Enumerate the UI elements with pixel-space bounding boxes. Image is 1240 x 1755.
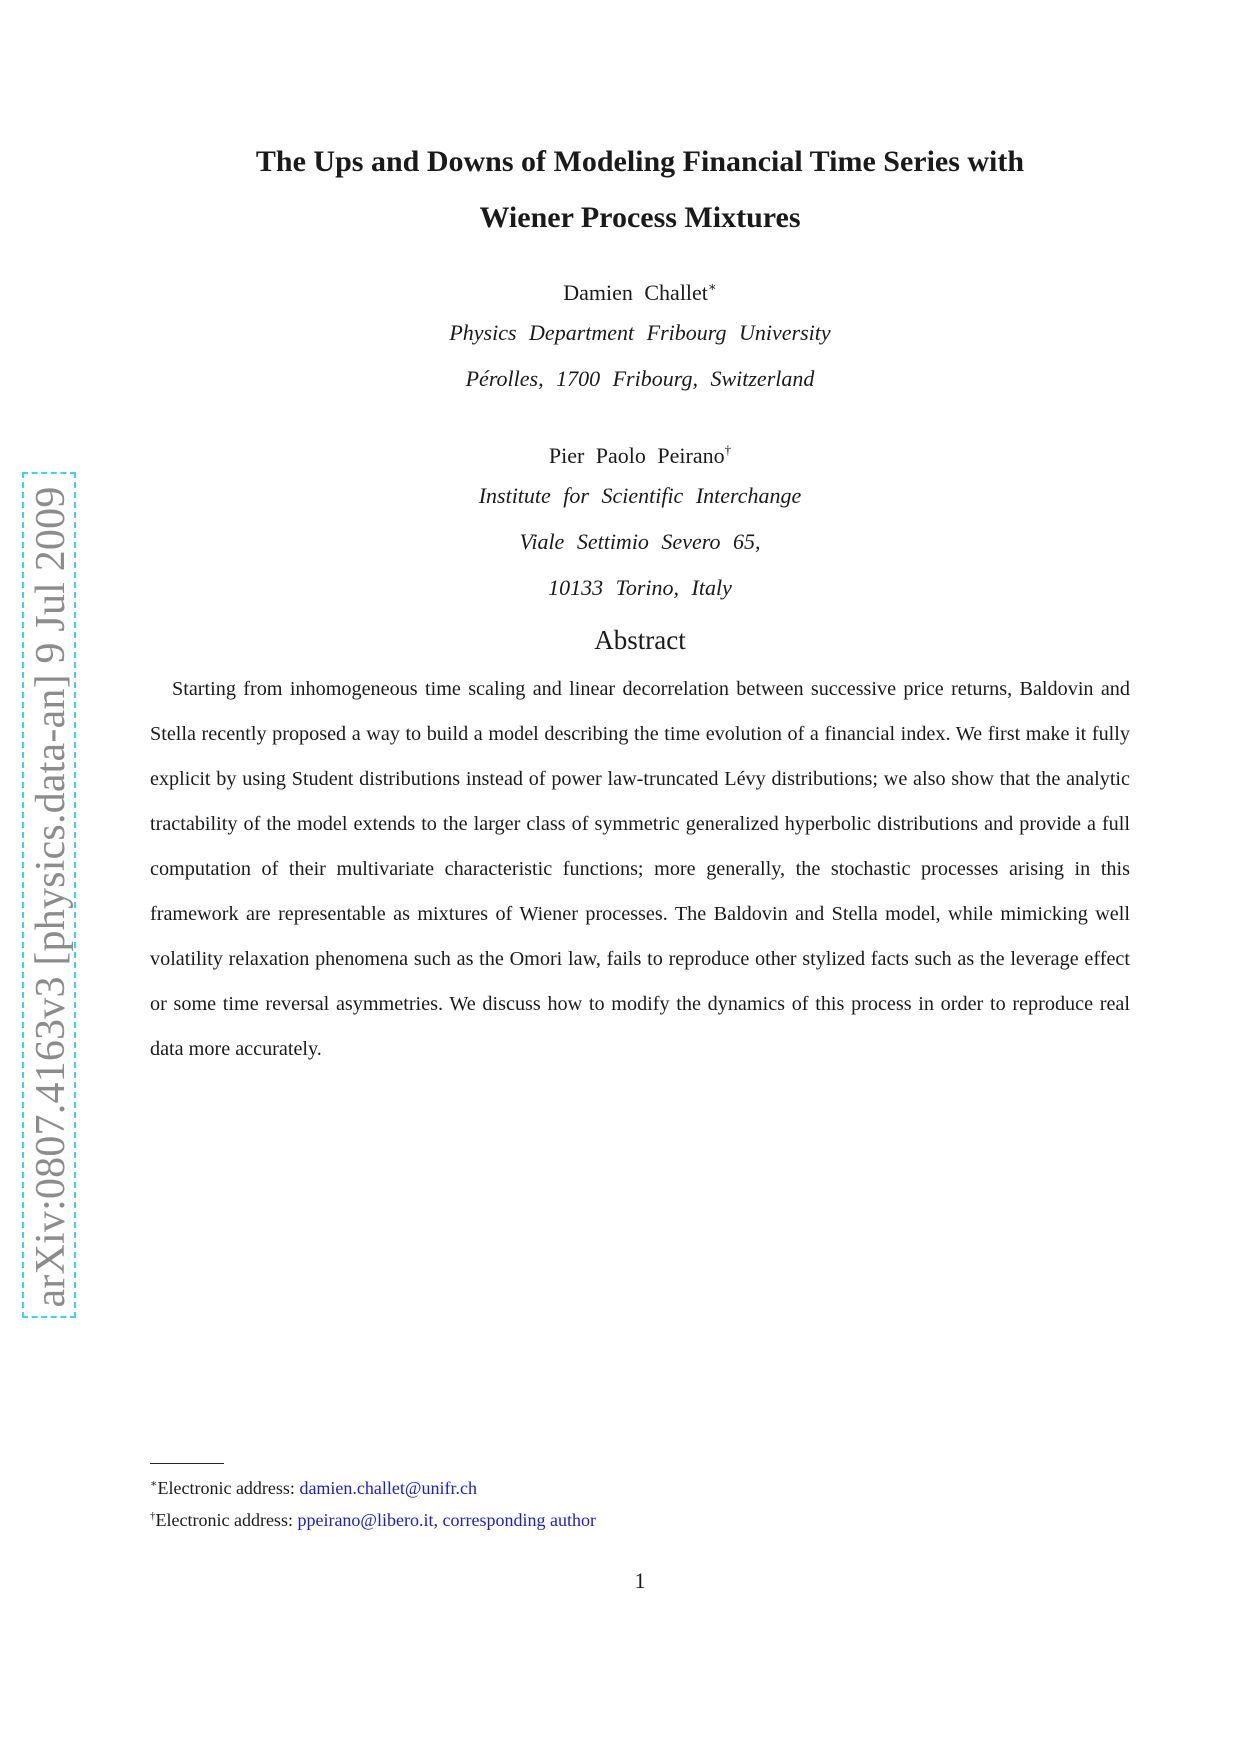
author-affiliation-line: 10133 Torino, Italy [548, 575, 732, 600]
author-block-challet [150, 264, 1130, 402]
author-affiliation-line: Physics Department Fribourg University [449, 320, 831, 345]
footnote-mark: † [150, 1510, 156, 1522]
author-affiliation-line: Viale Settimio Severo 65, [519, 529, 761, 554]
footnote-mark: ∗ [150, 1478, 158, 1490]
author-footnote-mark[interactable]: † [724, 442, 732, 457]
page-number: 1 [634, 1568, 646, 1593]
footnote-peirano [150, 1503, 1130, 1533]
footnote-label: Electronic address: [155, 1510, 298, 1530]
arxiv-stamp[interactable] [22, 472, 76, 1318]
corresponding-author-note[interactable]: , corresponding author [433, 1510, 596, 1530]
author-affiliation-line: Institute for Scientific Interchange [478, 483, 802, 508]
author-footnote-mark[interactable]: ∗ [707, 279, 717, 294]
email-link-challet[interactable]: damien.challet@unifr.ch [299, 1478, 477, 1498]
paper-title [150, 134, 1130, 246]
abstract-heading: Abstract [594, 625, 686, 655]
author-block-peirano [150, 427, 1130, 611]
footnote-divider [150, 1463, 224, 1464]
author-name: Pier Paolo Peirano† [548, 442, 732, 468]
email-link-peirano[interactable]: ppeirano@libero.it [297, 1510, 434, 1530]
footnote-challet [150, 1471, 1130, 1501]
footnote-label: Electronic address: [157, 1478, 300, 1498]
title-line-1: The Ups and Downs of Modeling Financial Time Series with [255, 145, 1025, 178]
abstract-body: Starting from inhomogeneous time scaling and linear decorrelation between successive price returns, Baldovin and Stella recently proposed a way to build a model describing the time evolution of a financial index. We first make it fully explicit by using Student distributions instead of power law-truncated Lévy distributions; we also show that the analytic tractability of the model extends to the larger class of symmetric generalized hyperbolic distributions and provide a full computation of their multivariate characteristic functions; more generally, the stochastic processes arising in this framework are representable as mixtures of Wiener processes. The Baldovin and Stella model, while mimicking well volatility relaxation phenomena such as the Omori law, fails to reproduce other stylized facts such as the leverage effect or some time reversal asymmetries. We discuss how to modify the dynamics of this process in order to reproduce real data more accurately. [150, 678, 1130, 1060]
arxiv-stamp-text: arXiv:0807.4163v3 [physics.data-an] 9 Jul 2009 [28, 486, 74, 1308]
title-line-2: Wiener Process Mixtures [479, 201, 801, 234]
author-affiliation-line: Pérolles, 1700 Fribourg, Switzerland [465, 366, 815, 391]
author-name: Damien Challet∗ [563, 279, 717, 305]
